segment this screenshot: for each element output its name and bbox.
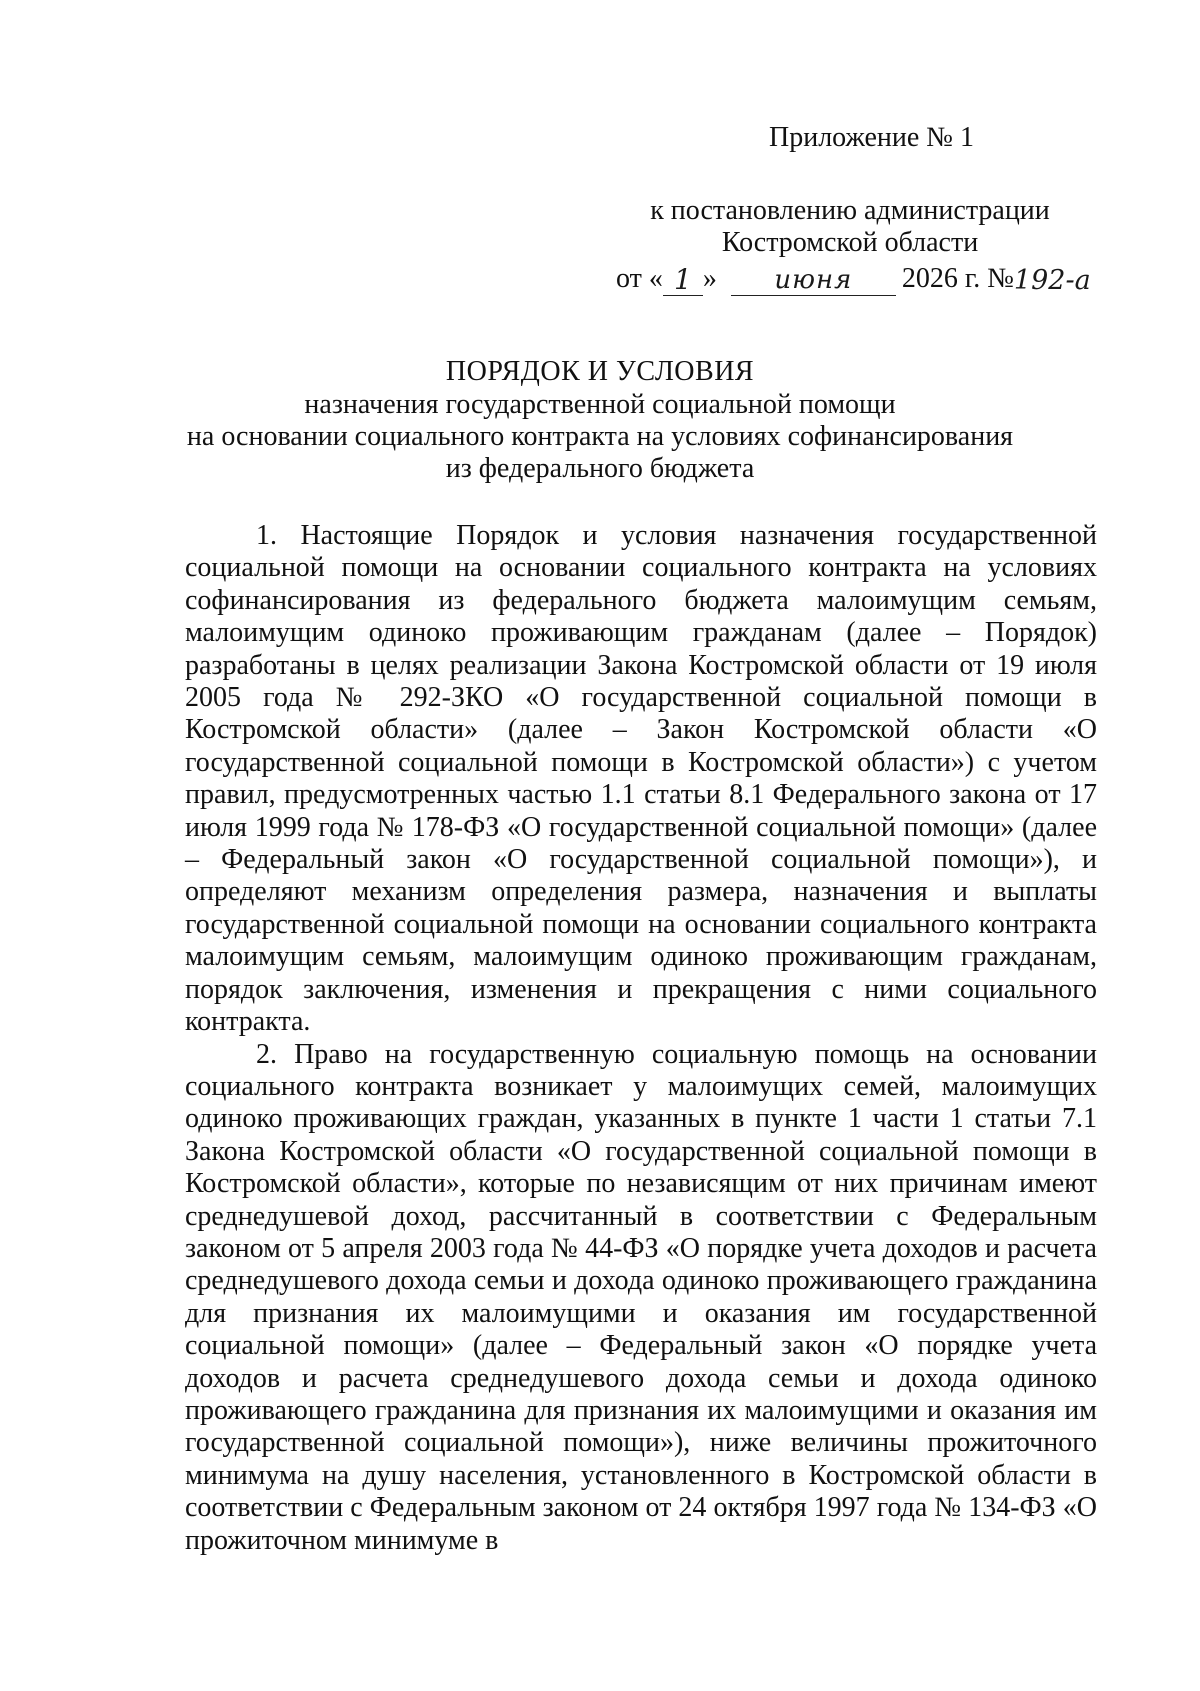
decree-reference bbox=[600, 195, 1100, 259]
handwritten-month: июня bbox=[731, 265, 896, 296]
decree-line-2: Костромской области bbox=[721, 227, 979, 258]
date-close-quote: » bbox=[702, 263, 717, 294]
handwritten-day: 1 bbox=[663, 265, 703, 296]
handwritten-decree-number: 192-а bbox=[1013, 265, 1091, 296]
paragraph-2: 2. Право на государственную социальную помощь на основании социального контракта возникает у малоимущих семей, малоимущих одиноко проживающих граждан, указанных в пункте 1 части 1 статьи 7.1 Закона Костромской области «О государственной социальной помощи в Костромской области», которые по независящим от них причинам имеют среднедушевой доход, рассчитанный в соответствии с Федеральным законом от 5 апреля 2003 года № 44-ФЗ «О порядке учета доходов и расчета среднедушевого дохода семьи и дохода одиноко проживающего гражданина для признания их малоимущими и оказания им государственной социальной помощи» (далее – Федеральный закон «О порядке учета доходов и расчета среднедушевого дохода семьи и дохода одиноко проживающего гражданина для признания их малоимущими и оказания им государственной социальной помощи»), ниже величины прожиточного минимума на душу населения, установленного в Костромской области в соответствии с Федеральным законом от 24 октября 1997 года № 134-ФЗ «О прожиточном минимуме в bbox=[185, 1038, 1097, 1556]
paragraph-1: 1. Настоящие Порядок и условия назначения государственной социальной помощи на основании социального контракта на условиях софинансирования из федерального бюджета малоимущим семьям, малоимущим одиноко проживающим гражданам (далее – Порядок) разработаны в целях реализации Закона Костромской области от 19 июля 2005 года № 292-ЗКО «О государственной социальной помощи в Костромской области» (далее – Закон Костромской области «О государственной социальной помощи в Костромской области») с учетом правил, предусмотренных частью 1.1 статьи 8.1 Федерального закона от 17 июля 1999 года № 178-ФЗ «О государственной социальной помощи» (далее – Федеральный закон «О государственной социальной помощи»), и определяют механизм определения размера, назначения и выплаты государственной социальной помощи на основании социального контракта малоимущим семьям, малоимущим одиноко проживающим гражданам, порядок заключения, изменения и прекращения с ними социального контракта. bbox=[185, 520, 1097, 1038]
document-body bbox=[185, 520, 1097, 1557]
date-prefix: от « bbox=[616, 263, 663, 294]
date-year-number-label: 2026 г. № bbox=[901, 263, 1014, 294]
title-line-1: назначения государственной социальной помощи bbox=[304, 389, 896, 420]
title-line-2: на основании социального контракта на условиях софинансирования bbox=[186, 421, 1014, 452]
title-line-3: из федерального бюджета bbox=[445, 453, 755, 484]
decree-line-1: к постановлению администрации bbox=[650, 195, 1050, 226]
appendix-label: Приложение № 1 bbox=[769, 122, 974, 153]
title-main: ПОРЯДОК И УСЛОВИЯ bbox=[445, 356, 755, 387]
document-title bbox=[150, 355, 1050, 485]
decree-date bbox=[616, 262, 1124, 296]
